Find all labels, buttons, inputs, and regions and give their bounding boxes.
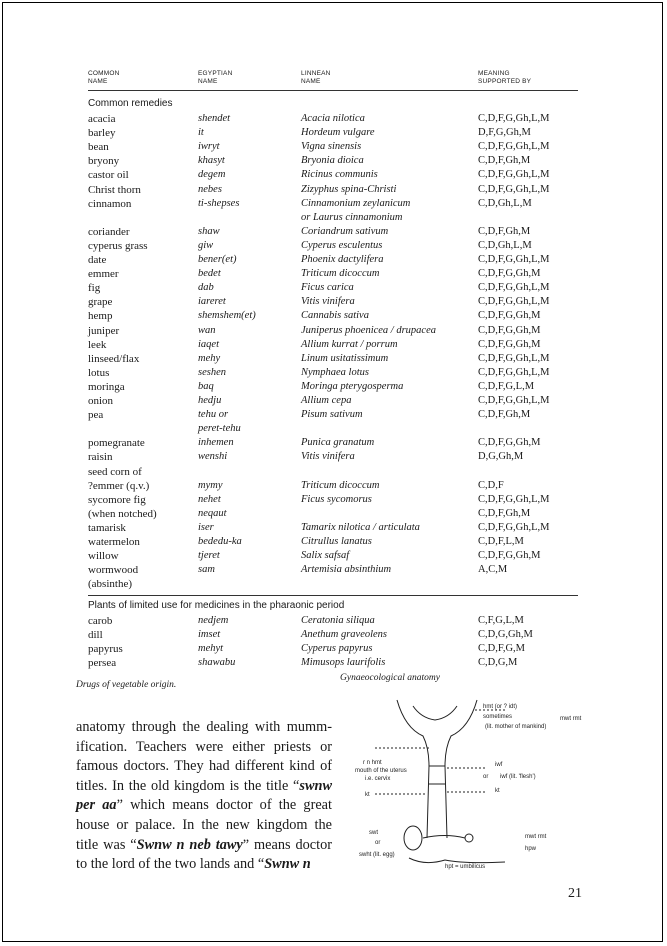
common-name-cell: (when notched) bbox=[88, 507, 157, 520]
linnean-name-cell: Bryonia dioica bbox=[301, 155, 364, 167]
linnean-name-cell: Juniperus phoenicea / drupacea bbox=[301, 324, 437, 336]
svg-text:or: or bbox=[483, 774, 489, 780]
figure-title: Gynaeocological anatomy bbox=[340, 673, 440, 683]
svg-text:mwt rmt: mwt rmt bbox=[560, 716, 582, 722]
common-name-cell: raisin bbox=[88, 451, 113, 464]
egyptian-name-cell: baq bbox=[198, 380, 214, 392]
header-meaning: MEANING SUPPORTED BY bbox=[478, 70, 532, 85]
svg-text:r n hmt: r n hmt bbox=[363, 760, 382, 766]
svg-text:kt: kt bbox=[495, 788, 500, 794]
linnean-name-cell: Mimusops laurifolis bbox=[301, 657, 386, 669]
egyptian-name-cell: mehy bbox=[198, 352, 221, 364]
linnean-name-cell: Ceratonia siliqua bbox=[301, 615, 375, 626]
meaning-cell: C,D,F,G,Gh,L,M bbox=[478, 169, 550, 181]
meaning-cell: C,D,F,G,M bbox=[478, 643, 526, 655]
common-name-cell: juniper bbox=[88, 324, 120, 337]
section-rule bbox=[88, 595, 578, 596]
egyptian-name-cell: shawabu bbox=[198, 657, 236, 669]
linnean-name-cell: Vitis vinifera bbox=[301, 451, 355, 463]
egyptian-name-cell: sam bbox=[198, 564, 215, 576]
linnean-name-cell: Ficus carica bbox=[301, 282, 354, 294]
common-name-cell: tamarisk bbox=[88, 521, 126, 534]
linnean-name-cell: Cannabis sativa bbox=[301, 310, 369, 322]
egyptian-name-cell: bededu-ka bbox=[198, 536, 242, 547]
egyptian-name-cell: nedjem bbox=[198, 615, 229, 626]
svg-text:iwf (lit. 'flesh'): iwf (lit. 'flesh') bbox=[500, 774, 536, 780]
egyptian-name-cell: degem bbox=[198, 169, 226, 181]
common-name-cell: onion bbox=[88, 395, 114, 407]
common-name-cell: persea bbox=[88, 657, 117, 670]
header-common: COMMON NAME bbox=[88, 70, 120, 85]
egyptian-name-cell: hedju bbox=[198, 395, 222, 406]
common-name-cell: bean bbox=[88, 141, 109, 154]
common-name-cell: sycomore fig bbox=[88, 493, 146, 506]
linnean-name-cell: Ricinus communis bbox=[301, 169, 378, 181]
linnean-name-cell: Zizyphus spina-Christi bbox=[301, 183, 397, 195]
svg-text:hpw: hpw bbox=[525, 846, 537, 852]
meaning-cell: C,D,F,G,Gh,M bbox=[478, 338, 541, 350]
common-name-cell: linseed/flax bbox=[88, 352, 140, 365]
svg-text:(lit. mother of mankind): (lit. mother of mankind) bbox=[485, 724, 547, 730]
common-name-cell: pea bbox=[88, 409, 104, 422]
linnean-name-cell: Allium cepa bbox=[301, 395, 352, 406]
svg-text:hpt = umbilicus: hpt = umbilicus bbox=[445, 864, 486, 870]
egyptian-name-cell: iaqet bbox=[198, 338, 219, 350]
svg-text:hmt (or ? idt): hmt (or ? idt) bbox=[483, 704, 518, 710]
common-name-cell: grape bbox=[88, 296, 113, 309]
common-name-cell: emmer bbox=[88, 268, 119, 281]
linnean-name-cell: Acacia nilotica bbox=[301, 113, 365, 124]
title-swnw-per-aa: swnw per aa bbox=[76, 777, 332, 814]
meaning-cell: C,D,F,G,Gh,M bbox=[478, 268, 541, 280]
meaning-cell: C,D,F,G,Gh,L,M bbox=[478, 493, 550, 505]
common-name-cell: lotus bbox=[88, 366, 110, 379]
common-name-cell: seed corn of bbox=[88, 465, 142, 478]
egyptian-name-cell: wenshi bbox=[198, 451, 228, 463]
egyptian-name-cell: dab bbox=[198, 282, 214, 294]
meaning-cell: C,D,F,G,Gh,M bbox=[478, 437, 541, 449]
egyptian-name-cell: inhemen bbox=[198, 437, 234, 449]
meaning-cell: C,D,F,Gh,M bbox=[478, 507, 531, 519]
linnean-name-cell: Moringa pterygosperma bbox=[301, 380, 404, 392]
title-swnw-n: Swnw n bbox=[264, 856, 311, 873]
header-linnean: LINNEAN NAME bbox=[301, 70, 331, 85]
egyptian-name-cell: shemshem(et) bbox=[198, 310, 256, 322]
egyptian-name-cell: wan bbox=[198, 324, 216, 336]
meaning-cell: C,D,Gh,L,M bbox=[478, 239, 532, 251]
common-name-cell: pomegranate bbox=[88, 437, 145, 450]
fetus-icon bbox=[404, 826, 422, 850]
meaning-cell: C,D,F,G,Gh,M bbox=[478, 324, 541, 336]
meaning-cell: C,D,F,G,Gh,L,M bbox=[478, 521, 550, 533]
common-name-cell: carob bbox=[88, 615, 113, 627]
egyptian-name-cell: bedet bbox=[198, 268, 221, 280]
egyptian-name-cell: ti-shepses bbox=[198, 197, 240, 209]
linnean-name-cell: Linum usitatissimum bbox=[301, 352, 389, 364]
common-name-cell: date bbox=[88, 254, 107, 266]
egyptian-name-cell: nebes bbox=[198, 183, 222, 195]
egyptian-name-cell: iser bbox=[198, 521, 214, 533]
svg-text:swht (lit. egg): swht (lit. egg) bbox=[359, 852, 395, 858]
linnean-name-cell: Coriandrum sativum bbox=[301, 225, 389, 237]
egyptian-name-cell: bener(et) bbox=[198, 254, 237, 265]
svg-text:mwt rmt: mwt rmt bbox=[525, 834, 547, 840]
anatomy-figure bbox=[335, 688, 595, 878]
common-name-cell: Christ thorn bbox=[88, 183, 141, 196]
linnean-name-cell: Triticum dicoccum bbox=[301, 268, 380, 280]
common-name-cell: watermelon bbox=[88, 536, 140, 548]
egyptian-name-cell: tjeret bbox=[198, 550, 220, 562]
common-name-cell: willow bbox=[88, 550, 119, 563]
egyptian-name-cell: it bbox=[198, 127, 204, 139]
meaning-cell: C,D,F,Gh,M bbox=[478, 155, 531, 167]
linnean-name-cell: Hordeum vulgare bbox=[301, 127, 375, 139]
svg-text:kt: kt bbox=[365, 792, 370, 798]
linnean-name-cell: or Laurus cinnamonium bbox=[301, 211, 403, 223]
egyptian-name-cell: nehet bbox=[198, 493, 221, 505]
linnean-name-cell: Artemisia absinthium bbox=[301, 564, 392, 576]
svg-text:i.e. cervix: i.e. cervix bbox=[365, 776, 391, 782]
common-name-cell: coriander bbox=[88, 225, 130, 238]
common-name-cell: cyperus grass bbox=[88, 239, 148, 252]
egyptian-name-cell: iareret bbox=[198, 296, 226, 308]
header-egyptian: EGYPTIAN NAME bbox=[198, 70, 233, 85]
common-name-cell: fig bbox=[88, 282, 101, 295]
common-name-cell: cinnamon bbox=[88, 197, 132, 210]
meaning-cell: C,D,F,G,Gh,L,M bbox=[478, 254, 550, 265]
egyptian-name-cell: shendet bbox=[198, 113, 231, 124]
meaning-cell: C,D,F,G,Gh,L,M bbox=[478, 296, 550, 308]
svg-text:iwf: iwf bbox=[495, 762, 503, 768]
meaning-cell: C,D,G,M bbox=[478, 657, 518, 669]
meaning-cell: C,D,G,Gh,M bbox=[478, 629, 533, 641]
linnean-name-cell: Phoenix dactylifera bbox=[301, 254, 384, 265]
egyptian-name-cell: mymy bbox=[198, 479, 223, 491]
egyptian-name-cell: imset bbox=[198, 629, 221, 641]
meaning-cell: C,D,F,G,L,M bbox=[478, 380, 535, 392]
linnean-name-cell: Allium kurrat / porrum bbox=[301, 338, 398, 350]
linnean-name-cell: Nymphaea lotus bbox=[301, 366, 369, 378]
meaning-cell: C,D,F,G,Gh,L,M bbox=[478, 366, 550, 378]
common-name-cell: hemp bbox=[88, 310, 113, 323]
meaning-cell: C,D,F,G,Gh,L,M bbox=[478, 141, 550, 153]
meaning-cell: D,F,G,Gh,M bbox=[478, 127, 531, 139]
meaning-cell: C,D,Gh,L,M bbox=[478, 197, 532, 209]
table-caption: Drugs of vegetable origin. bbox=[76, 680, 177, 690]
svg-text:sometimes: sometimes bbox=[483, 714, 513, 720]
meaning-cell: C,F,G,L,M bbox=[478, 615, 524, 626]
linnean-name-cell: Vitis vinifera bbox=[301, 296, 355, 308]
egyptian-name-cell: mehyt bbox=[198, 643, 224, 655]
egyptian-name-cell: shaw bbox=[198, 225, 220, 237]
egyptian-name-cell: khasyt bbox=[198, 155, 225, 167]
vagina-outline-icon bbox=[427, 766, 447, 838]
linnean-name-cell: Tamarix nilotica / articulata bbox=[301, 521, 420, 533]
common-name-cell: dill bbox=[88, 629, 103, 642]
meaning-cell: C,D,F,Gh,M bbox=[478, 225, 531, 237]
common-name-cell: ?emmer (q.v.) bbox=[88, 479, 150, 492]
linnean-name-cell: Punica granatum bbox=[301, 437, 375, 449]
meaning-cell: C,D,F,G,Gh,L,M bbox=[478, 395, 550, 406]
linnean-name-cell: Ficus sycomorus bbox=[301, 493, 372, 505]
linnean-name-cell: Cyperus esculentus bbox=[301, 239, 383, 251]
egyptian-name-cell: neqaut bbox=[198, 507, 227, 519]
linnean-name-cell: Salix safsaf bbox=[301, 550, 350, 562]
common-name-cell: castor oil bbox=[88, 169, 129, 182]
linnean-name-cell: Anethum graveolens bbox=[301, 629, 388, 641]
common-name-cell: barley bbox=[88, 127, 116, 140]
common-name-cell: bryony bbox=[88, 155, 120, 168]
common-name-cell: moringa bbox=[88, 380, 125, 393]
common-name-cell: wormwood bbox=[88, 564, 139, 577]
linnean-name-cell: Triticum dicoccum bbox=[301, 479, 380, 491]
egyptian-name-cell: tehu or bbox=[198, 409, 229, 421]
title-swnw-n-neb-tawy: Swnw n neb tawy bbox=[136, 836, 243, 853]
egyptian-name-cell: iwryt bbox=[198, 141, 220, 153]
egyptian-name-cell: giw bbox=[198, 239, 214, 251]
common-name-cell: papyrus bbox=[88, 643, 123, 656]
section-title-limited-use: Plants of limited use for medicines in the pharaonic period bbox=[88, 600, 345, 611]
meaning-cell: C,D,F,G,Gh,L,M bbox=[478, 282, 550, 294]
meaning-cell: C,D,F,G,Gh,L,M bbox=[478, 113, 550, 124]
linnean-name-cell: Citrullus lanatus bbox=[301, 536, 372, 547]
meaning-cell: A,C,M bbox=[478, 564, 508, 576]
page-number: 21 bbox=[568, 886, 582, 901]
meaning-cell: C,D,F,G,Gh,M bbox=[478, 310, 541, 322]
linnean-name-cell: Cinnamonium zeylanicum bbox=[301, 197, 411, 209]
egyptian-name-cell: peret-tehu bbox=[198, 423, 241, 435]
egyptian-name-cell: seshen bbox=[198, 366, 226, 378]
header-rule bbox=[88, 90, 578, 91]
meaning-cell: C,D,F bbox=[478, 479, 504, 491]
linnean-name-cell: Vigna sinensis bbox=[301, 141, 362, 153]
meaning-cell: C,D,F,Gh,M bbox=[478, 409, 531, 421]
meaning-cell: C,D,F,G,Gh,L,M bbox=[478, 352, 550, 364]
svg-text:or: or bbox=[375, 840, 381, 846]
svg-text:mouth of the uterus: mouth of the uterus bbox=[355, 768, 407, 774]
section-title-common-remedies: Common remedies bbox=[88, 98, 173, 109]
meaning-cell: C,D,F,L,M bbox=[478, 536, 524, 547]
linnean-name-cell: Cyperus papyrus bbox=[301, 643, 373, 655]
svg-text:swt: swt bbox=[369, 830, 378, 836]
linnean-name-cell: Pisum sativum bbox=[301, 409, 363, 421]
meaning-cell: C,D,F,G,Gh,M bbox=[478, 550, 541, 562]
uterus-outline-icon bbox=[397, 700, 477, 766]
meaning-cell: C,D,F,G,Gh,L,M bbox=[478, 183, 550, 195]
common-name-cell: (absinthe) bbox=[88, 578, 132, 591]
body-paragraph: anatomy through the dealing with mumm-ification. Teachers were either priests or famous doctors. They had different kind of titles. In the old kingdom is the title “swnw per aa” which means doctor of the great house or palace. In the new kingdom the title was “Swnw n neb tawy” means doctor to the lord of the two lands and “Swnw n bbox=[76, 719, 333, 873]
common-name-cell: leek bbox=[88, 338, 107, 351]
common-name-cell: acacia bbox=[88, 113, 116, 125]
meaning-cell: D,G,Gh,M bbox=[478, 451, 524, 463]
